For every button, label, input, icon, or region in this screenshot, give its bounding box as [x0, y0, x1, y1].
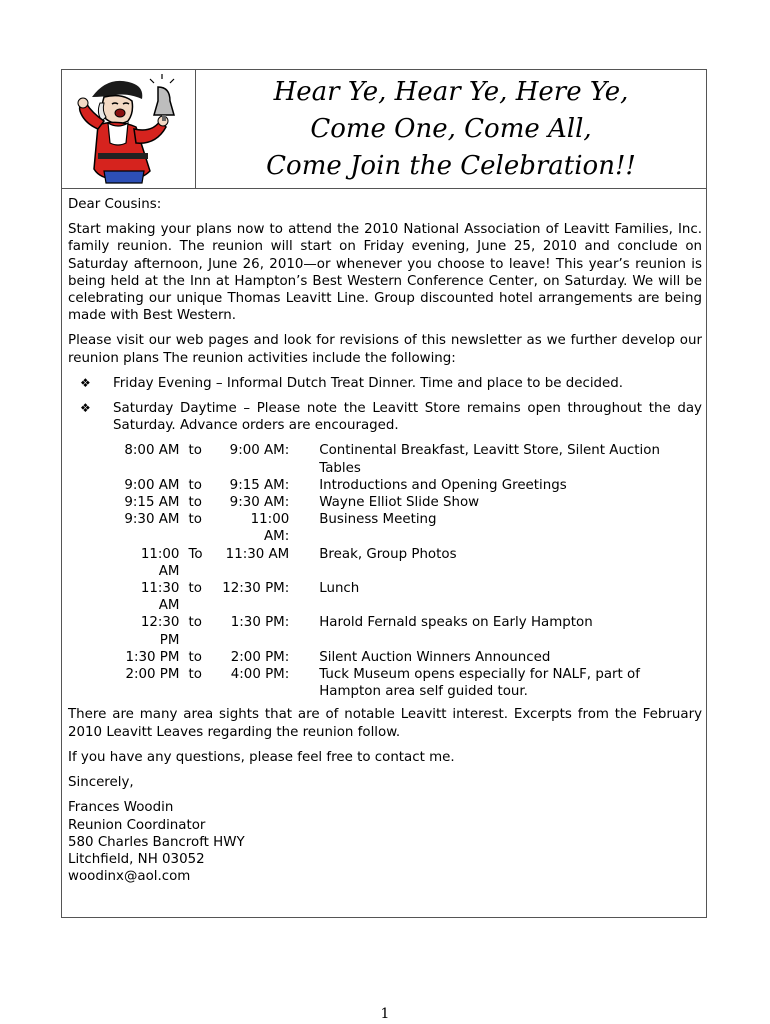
paragraph-sights: There are many area sights that are of notable Leavitt interest. Excerpts from the February 2010 Leavitt Leaves regarding the reunion follow. — [68, 707, 702, 740]
activities-list — [68, 375, 702, 435]
schedule-start-time: 9:30 AM — [124, 512, 180, 528]
table-row — [118, 442, 702, 476]
signature-name: Frances Woodin — [68, 800, 174, 816]
schedule-start-time: 9:15 AM — [124, 495, 180, 511]
table-row — [118, 580, 702, 614]
table-row — [118, 494, 702, 511]
schedule-to: to — [188, 512, 202, 528]
schedule-event: Silent Auction Winners Announced — [319, 649, 551, 665]
letter-body — [68, 196, 702, 885]
schedule-to: to — [188, 667, 202, 683]
headline — [196, 74, 706, 185]
page-number: 1 — [380, 1006, 390, 1022]
table-row — [118, 649, 702, 666]
paragraph-contact: If you have any questions, please feel free to contact me. — [68, 749, 455, 765]
schedule-end-time: 2:00 PM: — [230, 649, 290, 665]
list-item — [68, 400, 702, 434]
schedule-event: Introductions and Opening Greetings — [319, 477, 567, 493]
paragraph-intro: Start making your plans now to attend the 2010 National Association of Leavitt Families, Inc. family reunion. The reunion will start on Friday evening, June 25, 2010 and conclude on Saturday afternoon, June 26, 2010—or whenever you choose to leave! This year’s reunion is being held at the Inn at Hampton’s Best Western Conference Center, on Saturday. We will be celebrating our unique Thomas Leavitt Line. Group discounted hotel arrangements are being made with Best Western. — [68, 222, 702, 324]
headline-line-1: Hear Ye, Hear Ye, Here Ye, — [273, 77, 629, 107]
schedule-to: To — [188, 546, 203, 562]
illustration-cell — [62, 70, 196, 188]
salutation: Dear Cousins: — [68, 197, 162, 212]
table-row — [118, 511, 702, 545]
table-row — [118, 546, 702, 580]
schedule-event: Harold Fernald speaks on Early Hampton — [319, 615, 593, 631]
town-crier-icon — [70, 73, 182, 185]
schedule-to: to — [188, 615, 202, 631]
signature-block — [68, 799, 702, 885]
schedule-event: Continental Breakfast, Leavitt Store, Silent Auction Tables — [319, 443, 660, 476]
schedule-start-time: 11:30 AM — [140, 581, 180, 614]
bullet-text: Saturday Daytime – Please note the Leavitt Store remains open throughout the day Saturday. Advance orders are encouraged. — [113, 401, 702, 434]
bullet-diamond-icon: ❖ — [80, 375, 91, 390]
schedule-event: Wayne Elliot Slide Show — [319, 495, 480, 511]
headline-line-3: Come Join the Celebration!! — [266, 151, 636, 181]
table-row — [118, 666, 702, 700]
table-row — [118, 614, 702, 648]
schedule-table — [118, 442, 702, 700]
schedule-start-time: 9:00 AM — [124, 477, 180, 493]
signature-title: Reunion Coordinator — [68, 817, 206, 833]
bullet-text: Friday Evening – Informal Dutch Treat Dinner. Time and place to be decided. — [113, 375, 624, 391]
header-row — [62, 70, 706, 189]
schedule-start-time: 8:00 AM — [124, 443, 180, 459]
schedule-start-time: 11:00 AM — [140, 546, 180, 579]
schedule-end-time: 9:30 AM: — [229, 495, 290, 511]
schedule-to: to — [188, 477, 202, 493]
schedule-end-time: 9:00 AM: — [229, 443, 290, 459]
schedule-event: Break, Group Photos — [319, 546, 457, 562]
schedule-event: Lunch — [319, 581, 360, 597]
schedule-end-time: 11:00 AM: — [250, 512, 290, 545]
table-row — [118, 477, 702, 494]
schedule-start-time: 12:30 PM — [140, 615, 180, 648]
schedule-end-time: 11:30 AM — [225, 546, 290, 562]
signature-email: woodinx@aol.com — [68, 869, 191, 885]
schedule-start-time: 1:30 PM — [125, 649, 180, 665]
closing: Sincerely, — [68, 775, 134, 791]
schedule-event: Business Meeting — [319, 512, 437, 528]
schedule-end-time: 4:00 PM: — [230, 667, 290, 683]
schedule-event: Tuck Museum opens especially for NALF, part of Hampton area self guided tour. — [319, 667, 640, 700]
paragraph-activities: Please visit our web pages and look for revisions of this newsletter as we further develop our reunion plans The reunion activities include the following: — [68, 333, 702, 366]
list-item — [68, 375, 702, 392]
schedule-end-time: 1:30 PM: — [230, 615, 290, 631]
schedule-to: to — [188, 443, 202, 459]
schedule-end-time: 9:15 AM: — [229, 477, 290, 493]
schedule-to: to — [188, 581, 202, 597]
schedule-end-time: 12:30 PM: — [222, 581, 290, 597]
signature-address-line-1: 580 Charles Bancroft HWY — [68, 834, 245, 850]
schedule-to: to — [188, 649, 202, 665]
schedule-start-time: 2:00 PM — [125, 667, 180, 683]
schedule-to: to — [188, 495, 202, 511]
newsletter-frame — [61, 69, 707, 918]
headline-line-2: Come One, Come All, — [310, 114, 592, 144]
signature-address-line-2: Litchfield, NH 03052 — [68, 851, 205, 867]
bullet-diamond-icon: ❖ — [80, 401, 91, 416]
